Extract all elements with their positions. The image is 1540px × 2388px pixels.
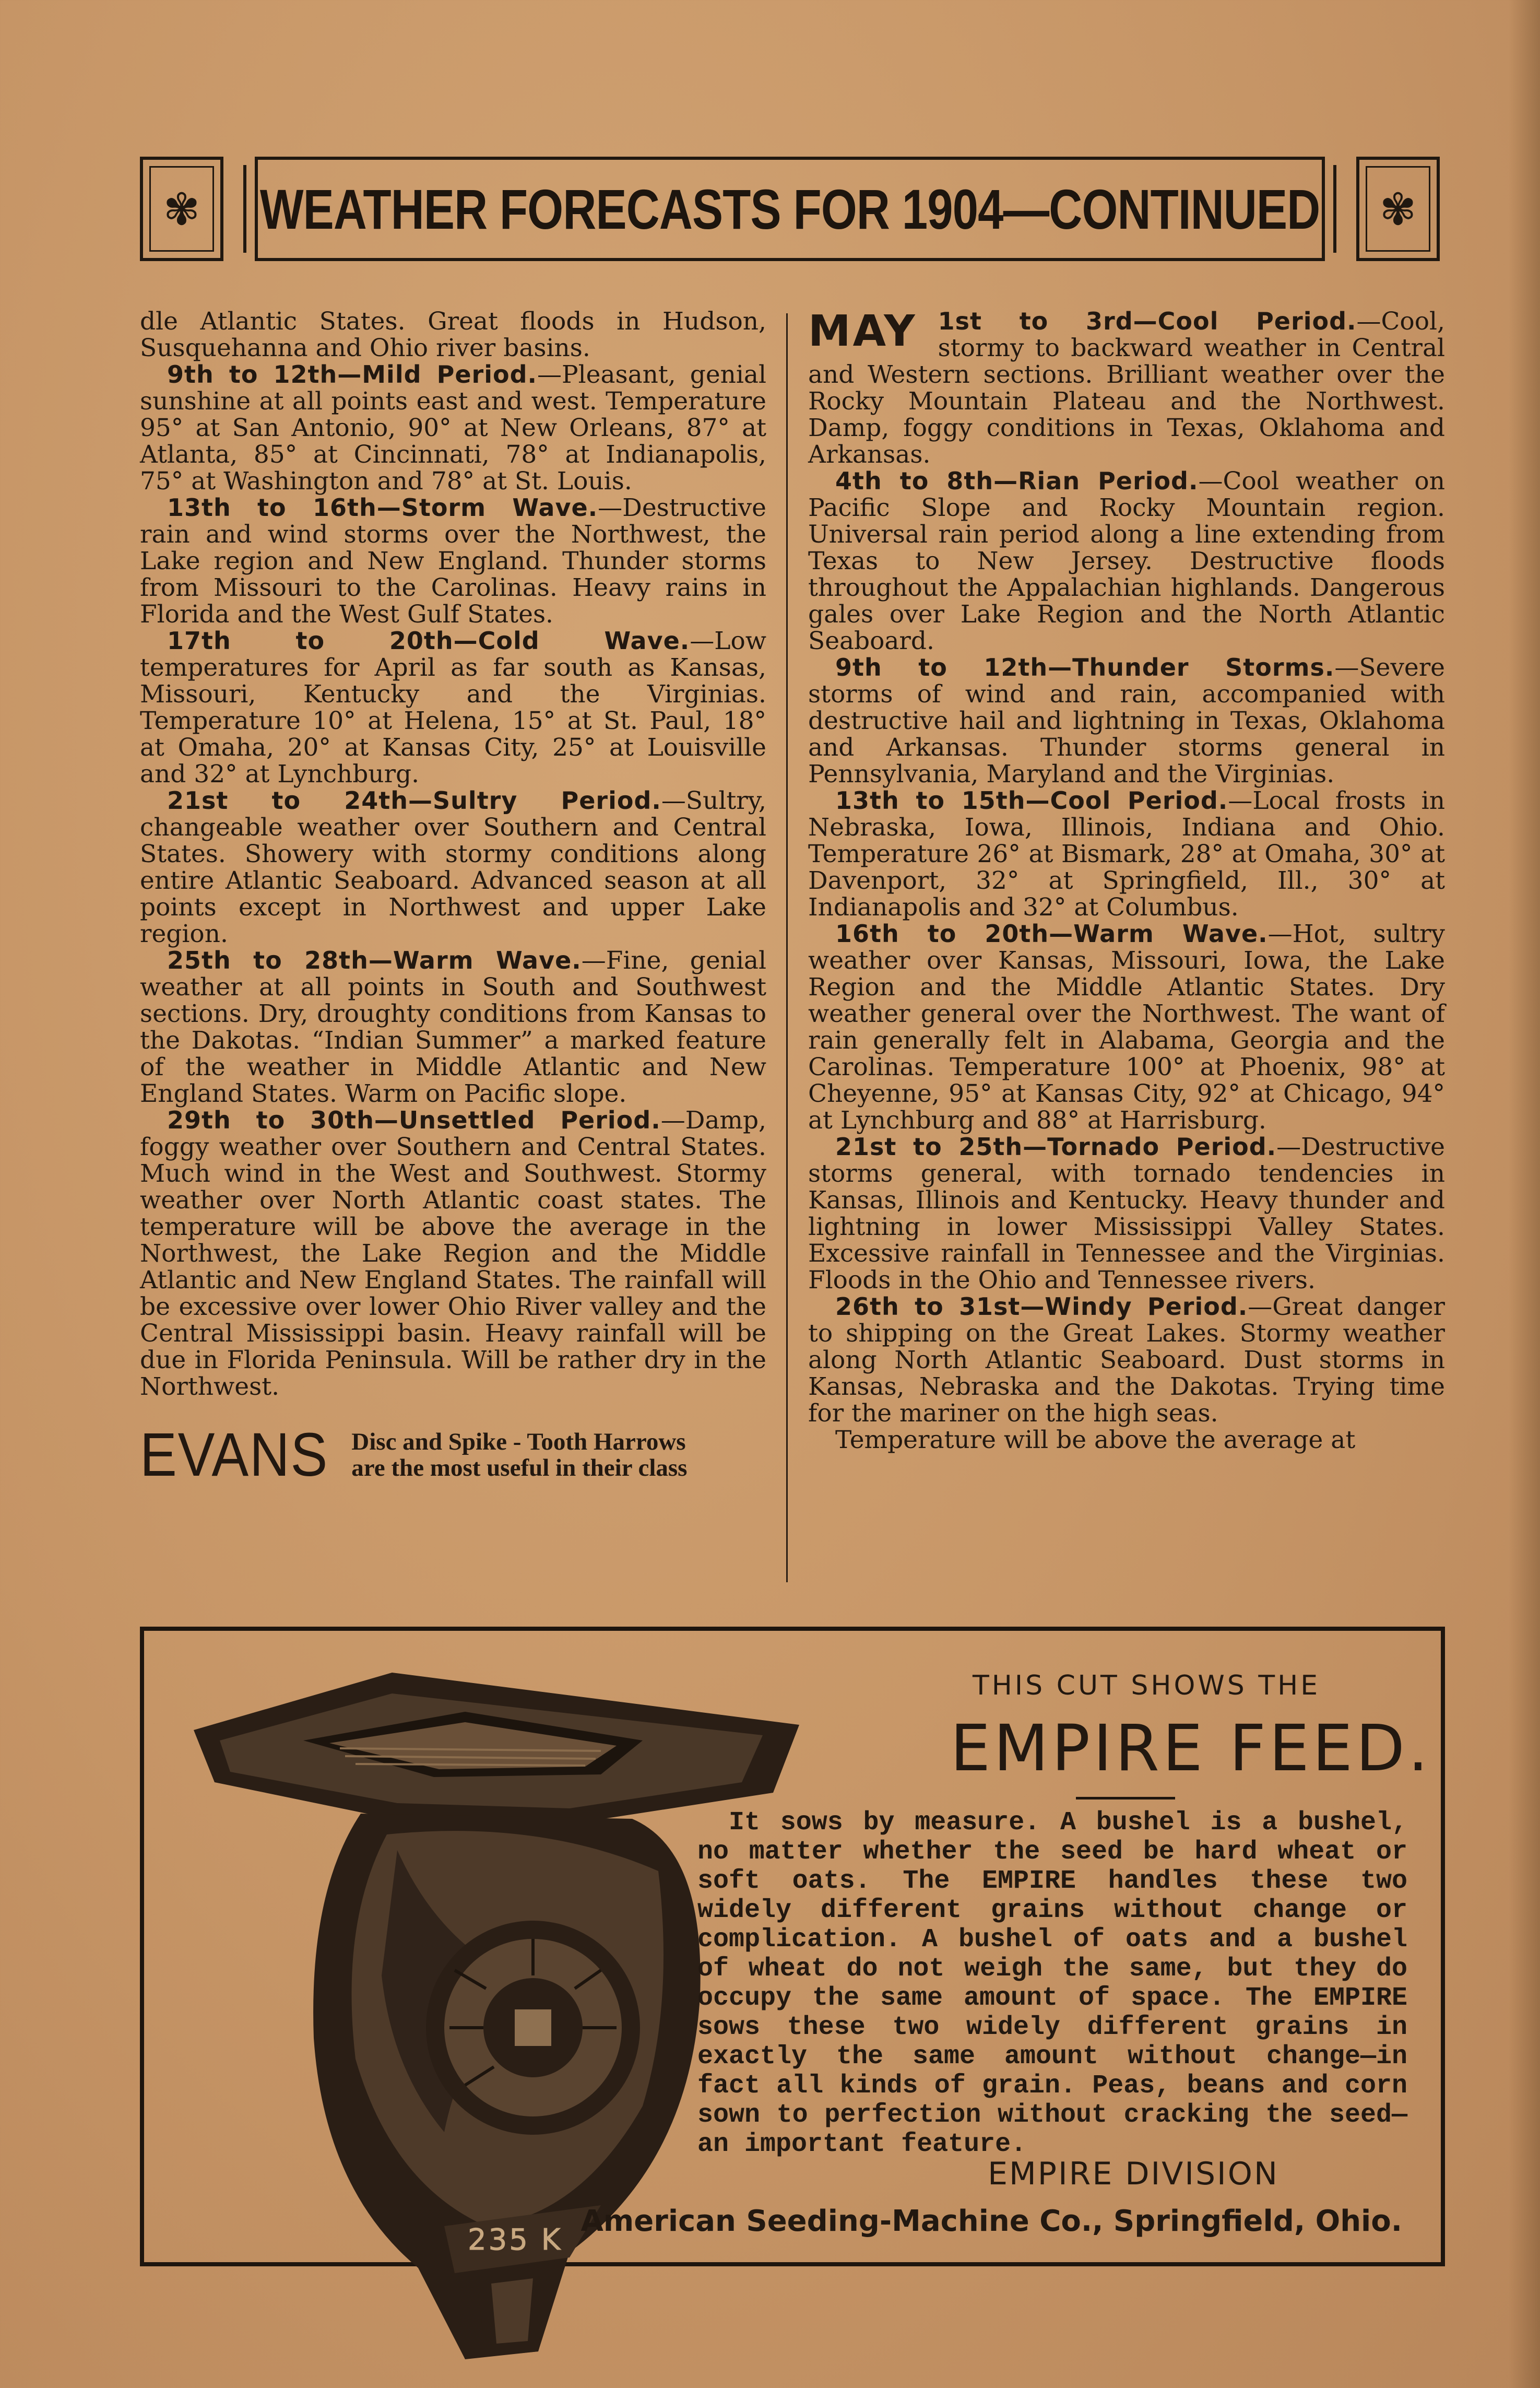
headline-rule	[1076, 1797, 1175, 1799]
forecast-entry	[140, 628, 766, 787]
evans-advert	[140, 1420, 766, 1489]
entry-text: —Sultry, changeable weather over Southern and Central States. Showery with stormy conditions along entire Atlantic Seaboard. Advanced season at all points except in Northwest and upper Lake region.	[140, 786, 766, 948]
forecast-entry	[808, 654, 1445, 787]
ad-company-name: American Seeding-Machine Co., Springfield, Ohio.	[581, 2204, 1402, 2238]
left-emblem	[140, 157, 223, 261]
entry-lead: 25th to 28th—Warm Wave.	[167, 946, 582, 974]
entry-text: —Cool weather on Pacific Slope and Rocky Mountain region. Universal rain period along a line extending from Texas to New Jersey. Destructive floods throughout the Appalachian highlands. Dangerous gales over Lake Region and the North Atlantic Seaboard.	[808, 467, 1445, 655]
forecast-entry	[808, 1134, 1445, 1293]
entry-lead: 9th to 12th—Mild Period.	[167, 360, 537, 389]
fleur-ornament-icon: ✾	[163, 184, 200, 235]
ad-headline: EMPIRE FEED.	[950, 1711, 1431, 1785]
page-header	[140, 157, 1440, 266]
entry-lead: 1st to 3rd—Cool Period.	[938, 307, 1357, 335]
entry-lead: 4th to 8th—Rian Period.	[835, 467, 1199, 495]
forecast-entry	[140, 787, 766, 947]
entry-text: —Severe storms of wind and rain, accompanied with destructive hail and lightning in Texas, Oklahoma and Arkansas. Thunder storms general in Pennsylvania, Maryland and the Virginias.	[808, 653, 1445, 789]
entry-text: —Hot, sultry weather over Kansas, Missouri, Iowa, the Lake Region and the Middle Atlantic States. Dry weather general over the Northwest. The want of rain generally felt in Alabama, Georgia and the Carolinas. Temperature 100° at Phoenix, 98° at Cheyenne, 95° at Kansas City, 92° at Chicago, 94° at Lynchburg and 88° at Harrisburg.	[808, 920, 1445, 1135]
entry-text: —Destructive storms general, with tornado tendencies in Kansas, Illinois and Kentucky. Heavy thunder and lightning in lower Mississippi Valley States. Excessive rainfall in Tennessee and the Virginias. Floods in the Ohio and Tennessee rivers.	[808, 1133, 1445, 1295]
forecast-entry	[140, 495, 766, 628]
month-heading: MAY	[808, 307, 917, 356]
forecast-entry	[808, 468, 1445, 654]
empire-feed-advert	[140, 1627, 1445, 2266]
forecast-entry	[140, 361, 766, 495]
entry-lead: 29th to 30th—Unsettled Period.	[167, 1106, 661, 1134]
page-title: WEATHER FORECASTS FOR 1904—CONTINUED	[259, 177, 1320, 241]
trailing-text: Temperature will be above the average at	[835, 1426, 1356, 1454]
entry-lead: 13th to 15th—Cool Period.	[835, 786, 1228, 815]
fleur-ornament-icon: ✾	[1379, 184, 1417, 235]
forecast-entry	[808, 787, 1445, 921]
left-column	[140, 307, 766, 1489]
entry-text: —Fine, genial weather at all points in South and Southwest sections. Dry, droughty conditions from Kansas to the Dakotas. “Indian Summer” a marked feature of the weather in Middle Atlantic and New England States. Warm on Pacific slope.	[140, 946, 766, 1108]
right-emblem	[1356, 157, 1440, 261]
ad-body-text	[697, 1808, 1407, 2159]
forecast-entry	[808, 1293, 1445, 1427]
evans-line-1: Disc and Spike - Tooth Harrows	[351, 1428, 686, 1455]
part-number-label: 235 K	[468, 2223, 563, 2257]
evans-tagline	[351, 1429, 687, 1481]
page-edge-shadow	[1509, 0, 1540, 2388]
entry-text: —Low temperatures for April as far south as Kansas, Missouri, Kentucky and the Virginias. Temperature 10° at Helena, 15° at St. Paul, 18° at Omaha, 20° at Kansas City, 25° at Louisville and 32° at Lynchburg.	[140, 627, 766, 789]
forecast-entry	[140, 1107, 766, 1400]
ad-kicker: THIS CUT SHOWS THE	[972, 1670, 1321, 1701]
evans-brand: EVANS	[140, 1420, 329, 1489]
ad-body-copy: It sows by measure. A bushel is a bushel, no matter whether the seed be hard wheat or soft oats. The EMPIRE handles these two widely different grains without change or complication. A bushel of oats and a bushel of wheat do not weigh the same, but they do occupy the same amount of space. The EMPIRE sows these two widely different grains in exactly the same amount without change—in fact all kinds of grain. Peas, beans and corn sown to perfection without cracking the seed—an important feature.	[697, 1808, 1407, 2159]
entry-lead: 21st to 25th—Tornado Period.	[835, 1133, 1277, 1161]
entry-text: —Cool, stormy to backward weather in Central and Western sections. Brilliant weather over the Rocky Mountain Plateau and the Northwest. Damp, foggy conditions in Texas, Oklahoma and Arkansas.	[808, 307, 1445, 469]
forecast-entry	[140, 947, 766, 1107]
entry-lead: 16th to 20th—Warm Wave.	[835, 920, 1268, 948]
entry-lead: 13th to 16th—Storm Wave.	[167, 493, 598, 522]
title-box	[255, 157, 1325, 261]
entry-text: —Destructive rain and wind storms over the Northwest, the Lake region and New England. Thunder storms from Missouri to the Carolinas. Heavy rains in Florida and the West Gulf States.	[140, 493, 766, 629]
forecast-entry	[808, 921, 1445, 1134]
left-intro: dle Atlantic States. Great floods in Hudson, Susquehanna and Ohio river basins.	[140, 307, 766, 362]
entry-lead: 17th to 20th—Cold Wave.	[167, 627, 690, 655]
entry-text: —Local frosts in Nebraska, Iowa, Illinois, Indiana and Ohio. Temperature 26° at Bismark, 28° at Omaha, 30° at Davenport, 32° at Springfield, Ill., 30° at Indianapolis and 32° at Columbus.	[808, 786, 1445, 922]
evans-line-2: are the most useful in their class	[351, 1454, 688, 1481]
entry-lead: 21st to 24th—Sultry Period.	[167, 786, 661, 815]
right-column	[808, 308, 1445, 1453]
entry-text: —Great danger to shipping on the Great Lakes. Stormy weather along North Atlantic Seaboard. Dust storms in Kansas, Nebraska and the Dakotas. Trying time for the mariner on the high seas.	[808, 1292, 1446, 1428]
entry-lead: 26th to 31st—Windy Period.	[835, 1292, 1248, 1321]
entry-text: —Damp, foggy weather over Southern and Central States. Much wind in the West and Southwest. Stormy weather over North Atlantic coast states. The temperature will be above the average in the Northwest, the Lake Region and the Middle Atlantic and New England States. The rainfall will be excessive over lower Ohio River valley and the Central Mississippi basin. Heavy rainfall will be due in Florida Peninsula. Will be rather dry in the Northwest.	[140, 1106, 766, 1401]
ad-division-name: EMPIRE DIVISION	[988, 2156, 1279, 2192]
column-divider	[786, 313, 788, 1582]
entry-lead: 9th to 12th—Thunder Storms.	[835, 653, 1335, 681]
entry-text: —Pleasant, genial sunshine at all points east and west. Temperature 95° at San Antonio, 90° at New Orleans, 87° at Atlanta, 85° at Cincinnati, 78° at Indianapolis, 75° at Washington and 78° at St. Louis.	[140, 360, 766, 496]
